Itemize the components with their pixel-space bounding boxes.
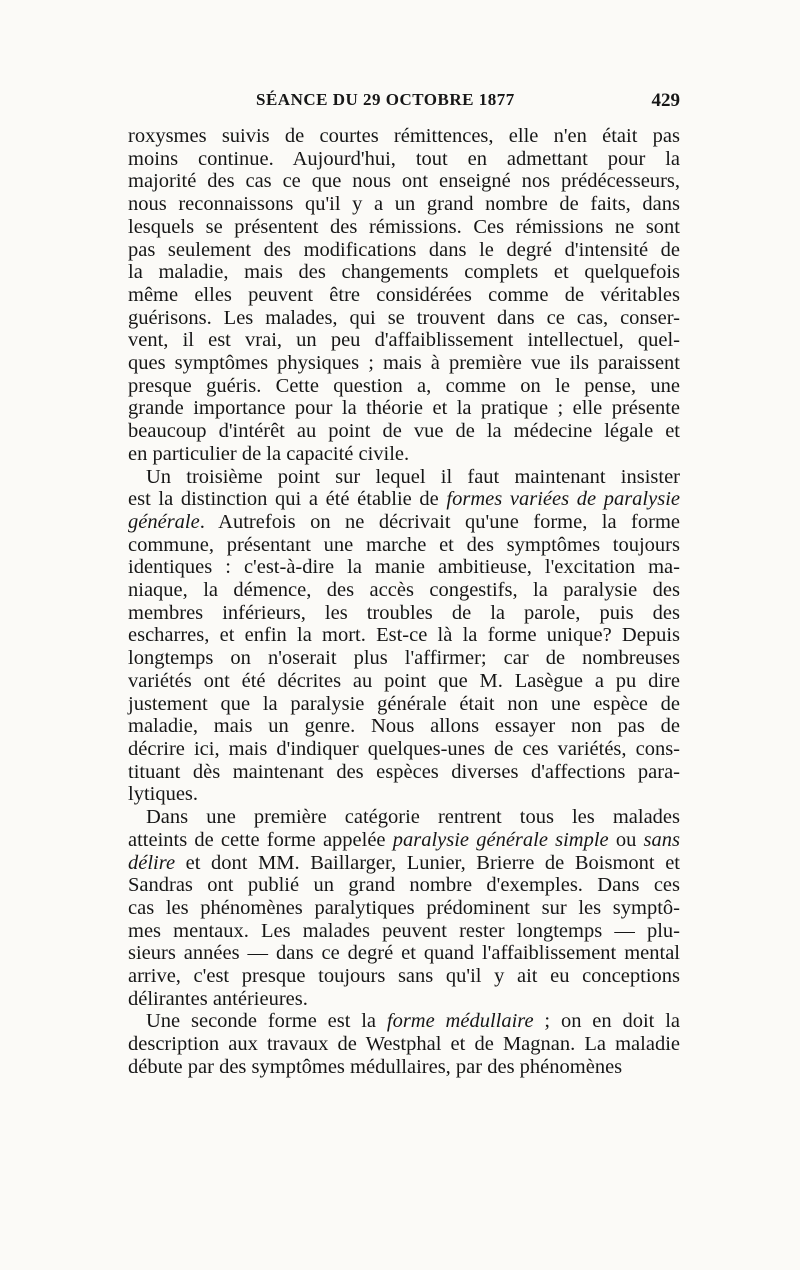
text-run: vent, il est vrai, un peu d'affaiblissement intellectuel, quel- (128, 329, 680, 352)
text-line (128, 466, 680, 489)
text-line (128, 556, 680, 579)
italic-text: paralysie générale simple (392, 828, 609, 851)
text-line (128, 647, 680, 670)
text-line (128, 897, 680, 920)
text-line (128, 761, 680, 784)
page-number: 429 (651, 90, 680, 111)
text-run: décrire ici, mais d'indiquer quelques-unes de ces variétés, cons- (128, 737, 680, 760)
text-line (128, 148, 680, 171)
text-run: cas les phénomènes paralytiques prédominent sur les symptô- (128, 896, 680, 919)
text-run: ques symptômes physiques ; mais à première vue ils paraissent (128, 352, 680, 375)
text-run: la maladie, mais des changements complets et quelquefois (128, 261, 680, 284)
text-run: et dont MM. Baillarger, Lunier, Brierre de Boismont et (175, 851, 680, 874)
text-line (128, 965, 680, 988)
text-run: . Autrefois on ne décrivait qu'une forme, la forme (199, 510, 680, 533)
text-line (128, 261, 680, 284)
text-line (128, 579, 680, 602)
text-line (128, 420, 680, 443)
text-run: sieurs années — dans ce degré et quand l'affaiblissement mental (128, 942, 680, 965)
text-run: mes mentaux. Les malades peuvent rester longtemps — plu- (128, 919, 680, 942)
text-run: escharres, et enfin la mort. Est-ce là la forme unique? Depuis (128, 624, 680, 647)
text-run: nous reconnaissons qu'il y a un grand nombre de faits, dans (128, 193, 680, 216)
paragraph (128, 466, 680, 807)
text-line (128, 352, 680, 375)
text-run: identiques : c'est-à-dire la manie ambitieuse, l'excitation ma- (128, 556, 680, 579)
text-line (128, 852, 680, 875)
text-run: pas seulement des modifications dans le degré d'intensité de (128, 238, 680, 261)
text-run: membres inférieurs, les troubles de la parole, puis des (128, 601, 680, 624)
text-line (128, 920, 680, 943)
text-line (128, 806, 680, 829)
italic-text: formes variées de paralysie (446, 488, 680, 511)
text-run: maladie, mais un genre. Nous allons essayer non pas de (128, 715, 680, 738)
text-line (128, 375, 680, 398)
text-line (128, 1056, 680, 1079)
text-line (128, 988, 680, 1011)
text-line (128, 193, 680, 216)
text-run: longtemps on n'oserait plus l'affirmer; car de nombreuses (128, 647, 680, 670)
text-line (128, 170, 680, 193)
paragraph (128, 806, 680, 1010)
text-line (128, 738, 680, 761)
text-run: Un troisième point sur lequel il faut maintenant insister (146, 465, 680, 488)
text-line (128, 1033, 680, 1056)
text-line (128, 125, 680, 148)
text-run: niaque, la démence, des accès congestifs, la paralysie des (128, 579, 680, 602)
text-line (128, 1010, 680, 1033)
text-line (128, 239, 680, 262)
text-line (128, 829, 680, 852)
text-run: délirantes antérieures. (128, 987, 308, 1010)
italic-text: délire (128, 851, 176, 874)
text-run: arrive, c'est presque toujours sans qu'il y ait eu conceptions (128, 965, 680, 988)
text-run: description aux travaux de Westphal et de Magnan. La maladie (128, 1033, 680, 1056)
text-run: tituant dès maintenant des espèces diverses d'affections para- (128, 760, 680, 783)
text-line (128, 670, 680, 693)
text-line (128, 329, 680, 352)
paragraph (128, 125, 680, 466)
text-line (128, 715, 680, 738)
italic-text: forme médullaire (386, 1010, 534, 1033)
italic-text: sans (643, 828, 680, 851)
text-line (128, 511, 680, 534)
body-text (128, 125, 680, 1079)
text-line (128, 488, 680, 511)
text-run: en particulier de la capacité civile. (128, 442, 410, 465)
text-run: grande importance pour la théorie et la pratique ; elle présente (128, 397, 680, 420)
paragraph (128, 1010, 680, 1078)
text-line (128, 602, 680, 625)
text-line (128, 942, 680, 965)
text-run: roxysmes suivis de courtes rémittences, elle n'en était pas (128, 125, 680, 147)
text-run: même elles peuvent être considérées comme de véritables (128, 283, 680, 306)
text-run: débute par des symptômes médullaires, par des phénomènes (128, 1055, 623, 1078)
text-run: atteints de cette forme appelée (128, 828, 393, 851)
text-run: variétés ont été décrites au point que M. Lasègue a pu dire (128, 669, 680, 692)
text-run: beaucoup d'intérêt au point de vue de la médecine légale et (128, 420, 680, 443)
text-line (128, 534, 680, 557)
text-line (128, 624, 680, 647)
text-line (128, 216, 680, 239)
text-run: moins continue. Aujourd'hui, tout en admettant pour la (128, 147, 680, 170)
text-run: majorité des cas ce que nous ont enseigné nos prédécesseurs, (128, 170, 680, 193)
text-run: guérisons. Les malades, qui se trouvent dans ce cas, conser- (128, 306, 680, 329)
running-head: SÉANCE DU 29 OCTOBRE 1877 (256, 90, 515, 109)
text-line (128, 874, 680, 897)
italic-text: générale (128, 510, 200, 533)
text-run: commune, présentant une marche et des symptômes toujours (128, 533, 680, 556)
text-line (128, 783, 680, 806)
text-run: justement que la paralysie générale était non une espèce de (128, 692, 680, 715)
text-run: est la distinction qui a été établie de (128, 488, 447, 511)
page-header (0, 90, 680, 120)
text-run: Une seconde forme est la (146, 1010, 387, 1033)
text-run: lesquels se présentent des rémissions. Ces rémissions ne sont (128, 215, 680, 238)
text-line (128, 397, 680, 420)
text-run: lytiques. (128, 783, 199, 806)
text-run: Dans une première catégorie rentrent tous les malades (146, 806, 680, 829)
text-line (128, 307, 680, 330)
text-line (128, 693, 680, 716)
text-run: presque guéris. Cette question a, comme on le pense, une (128, 374, 680, 397)
text-run: ou (608, 828, 644, 851)
text-run: Sandras ont publié un grand nombre d'exemples. Dans ces (128, 874, 680, 897)
text-line (128, 284, 680, 307)
text-run: ; on en doit la (533, 1010, 680, 1033)
text-line (128, 443, 680, 466)
